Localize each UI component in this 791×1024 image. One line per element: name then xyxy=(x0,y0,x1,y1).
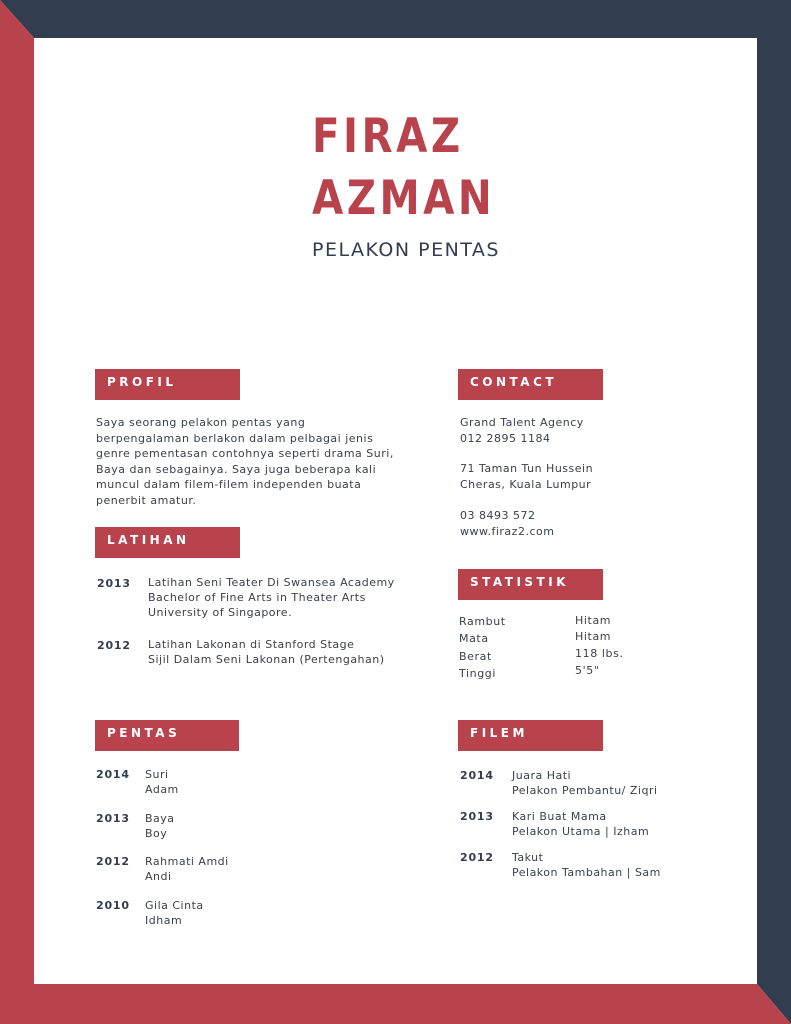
website-link[interactable]: www.firaz2.com xyxy=(460,524,555,538)
phone-number: 03 8493 572 xyxy=(460,509,536,522)
pentas-year: 2012 xyxy=(96,855,130,868)
latihan-line: Latihan Seni Teater Di Swansea Academy xyxy=(148,576,395,589)
filem-entry xyxy=(512,850,661,880)
stat-label: Rambut xyxy=(459,615,506,628)
address-line: 71 Taman Tun Hussein xyxy=(460,462,594,475)
pentas-role: Adam xyxy=(145,783,179,796)
section-heading-pentas: PENTAS xyxy=(95,720,239,751)
pentas-entry xyxy=(145,811,175,841)
filem-title: Juara Hati xyxy=(512,769,572,782)
filem-year: 2014 xyxy=(460,769,494,782)
pentas-role: Idham xyxy=(145,914,183,927)
job-title: PELAKON PENTAS xyxy=(312,239,500,261)
full-name xyxy=(312,106,570,230)
stat-label: Mata xyxy=(459,632,489,645)
latihan-line: Latihan Lakonan di Stanford Stage xyxy=(148,638,355,651)
latihan-entry xyxy=(148,575,395,620)
filem-role: Pelakon Tambahan | Sam xyxy=(512,866,661,879)
filem-role: Pelakon Pembantu/ Ziqri xyxy=(512,784,658,797)
section-heading-filem: FILEM xyxy=(458,720,603,751)
section-heading-statistik: STATISTIK xyxy=(458,569,603,600)
latihan-year: 2012 xyxy=(97,639,131,652)
pentas-role: Boy xyxy=(145,827,168,840)
filem-title: Kari Buat Mama xyxy=(512,810,607,823)
pentas-year: 2013 xyxy=(96,812,130,825)
pentas-title: Gila Cinta xyxy=(145,899,204,912)
filem-title: Takut xyxy=(512,851,544,864)
stat-value: 118 lbs. xyxy=(575,647,624,660)
profil-line: Saya seorang pelakon pentas yang xyxy=(96,416,306,429)
contact-phone-block xyxy=(460,508,554,539)
pentas-title: Rahmati Amdi xyxy=(145,855,229,868)
stat-value: 5'5" xyxy=(575,664,600,677)
section-heading-contact: CONTACT xyxy=(458,369,603,400)
section-heading-profil: PROFIL xyxy=(95,369,240,400)
filem-year: 2013 xyxy=(460,810,494,823)
contact-address-block xyxy=(460,461,593,492)
pentas-title: Suri xyxy=(145,768,169,781)
filem-year: 2012 xyxy=(460,851,494,864)
filem-role: Pelakon Utama | Izham xyxy=(512,825,650,838)
latihan-year: 2013 xyxy=(97,577,131,590)
profil-line: Baya dan sebagainya. Saya juga beberapa kali xyxy=(96,462,377,476)
pentas-year: 2010 xyxy=(96,899,130,912)
latihan-entry xyxy=(148,637,385,667)
filem-entry xyxy=(512,768,658,798)
profil-text xyxy=(96,415,396,508)
latihan-line: Sijil Dalam Seni Lakonan (Pertengahan) xyxy=(148,653,385,666)
pentas-entry xyxy=(145,898,204,928)
pentas-role: Andi xyxy=(145,870,172,883)
profil-line: genre pementasan contohnya seperti drama Suri, xyxy=(96,447,394,460)
profil-line: berpengalaman berlakon dalam pelbagai jenis xyxy=(96,431,374,445)
address-line: Cheras, Kuala Lumpur xyxy=(460,477,592,491)
agency-phone: 012 2895 1184 xyxy=(460,431,551,445)
stat-value: Hitam xyxy=(575,630,612,643)
latihan-line: Bachelor of Fine Arts in Theater Arts xyxy=(148,591,366,604)
pentas-entry xyxy=(145,854,229,884)
pentas-entry xyxy=(145,767,179,797)
filem-entry xyxy=(512,809,649,839)
profil-line: muncul dalam filem-filem independen buata xyxy=(96,478,362,491)
section-heading-latihan: LATIHAN xyxy=(95,527,240,558)
pentas-title: Baya xyxy=(145,812,175,825)
stat-label: Berat xyxy=(459,650,492,663)
contact-agency-block xyxy=(460,415,584,446)
stat-value: Hitam xyxy=(575,614,612,627)
agency-name: Grand Talent Agency xyxy=(460,416,584,429)
pentas-year: 2014 xyxy=(96,768,130,781)
profil-line: penerbit amatur. xyxy=(96,493,197,507)
first-name: FIRAZ xyxy=(312,109,464,164)
latihan-line: University of Singapore. xyxy=(148,606,293,619)
last-name: AZMAN xyxy=(312,171,496,226)
stat-label: Tinggi xyxy=(459,667,497,680)
